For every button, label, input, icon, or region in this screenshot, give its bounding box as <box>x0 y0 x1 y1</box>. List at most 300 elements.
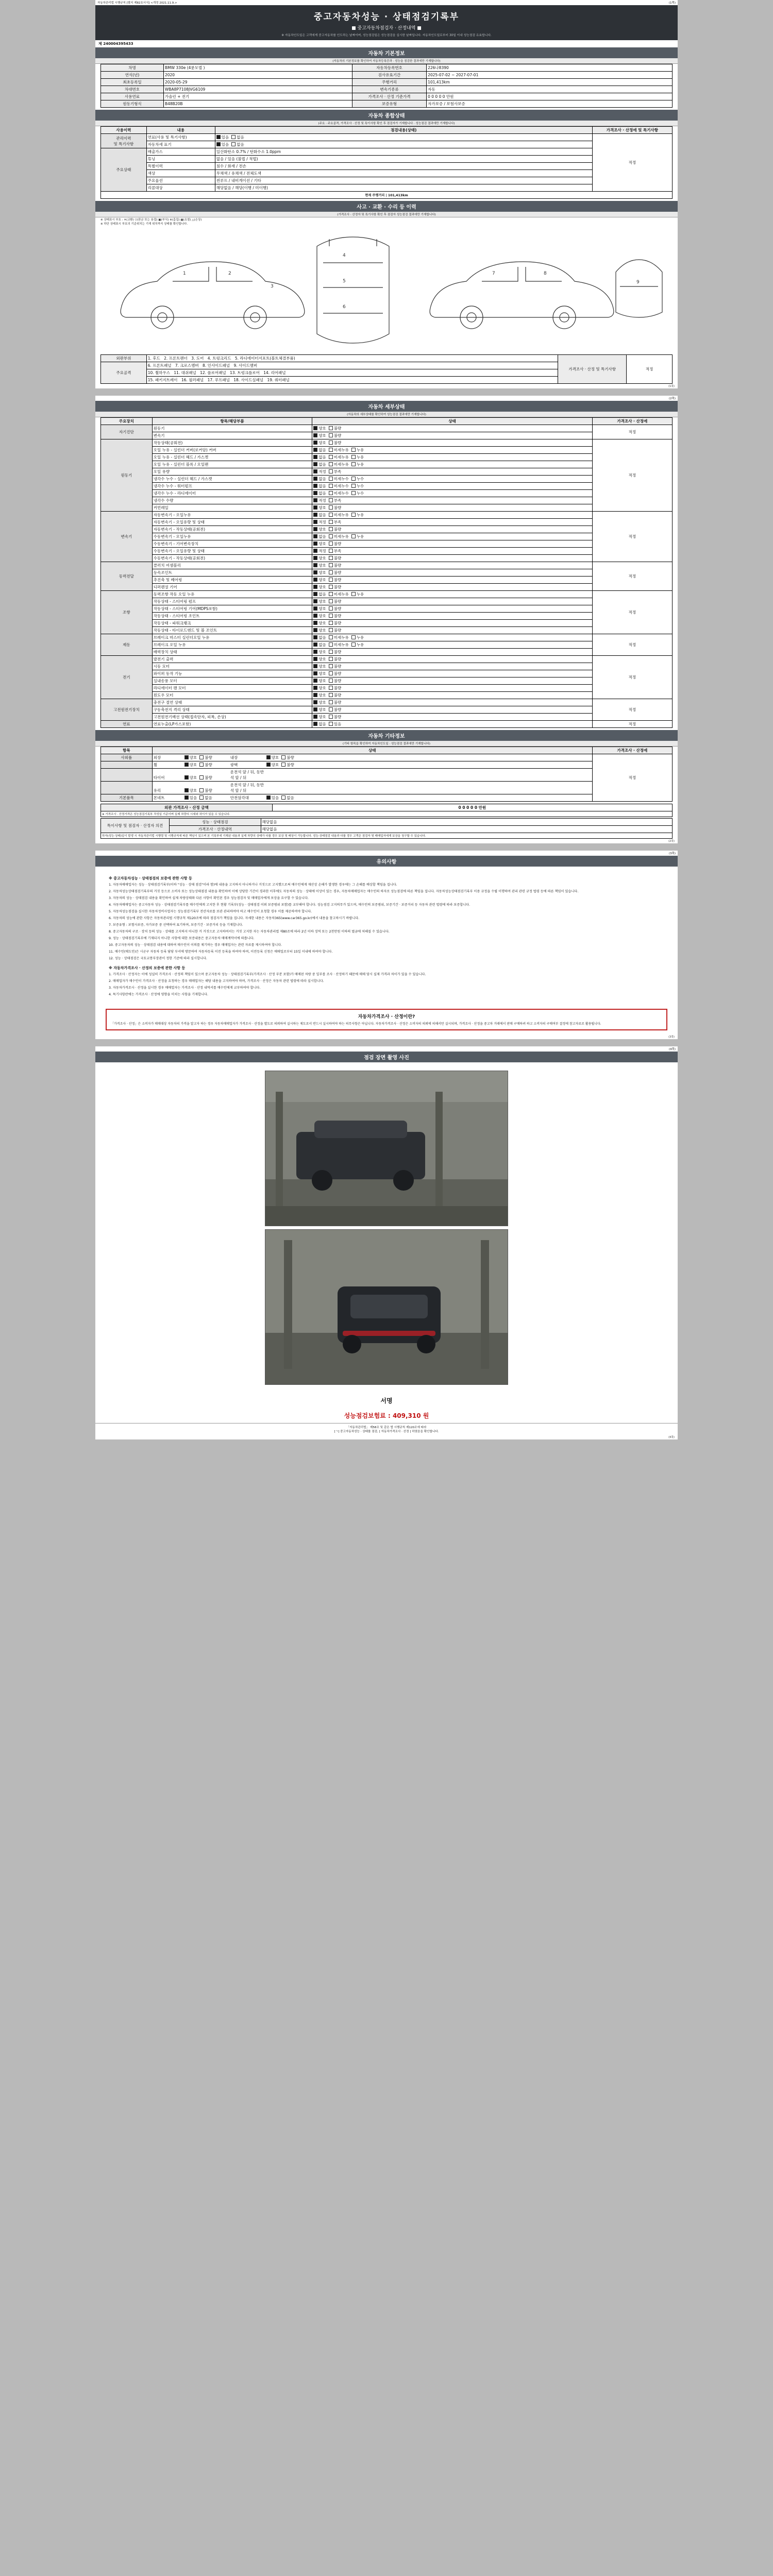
basic-info-table <box>100 64 673 108</box>
part-item: 5. 라디에이터서포트(볼트체결부품) <box>234 356 295 361</box>
basic-value: 가솔린 + 전기 <box>163 93 352 100</box>
detail-item-label: 원동기 <box>152 425 312 432</box>
status-checkbox[interactable]: 양호 <box>313 584 326 590</box>
status-checkbox[interactable]: 양호 <box>313 628 326 633</box>
status-checkbox[interactable]: 미세누유 <box>329 642 349 648</box>
notice-item: 4. 자동차매매업자는 중고자동차 성능 · 상태점검기록부를 매수인에게 고지한 후 현황 기록부(성능 · 상태점검 이외 보증범위 포함)를 교부해야 합니다. 성능점검 고지의무가 있으며, 매수인의 보증범위, 보증기간 · 보증거리 등 자동차 관련 법령에 따라 보증합니다. <box>109 903 470 907</box>
detail-item-status <box>312 526 592 533</box>
table-row <box>101 425 673 432</box>
status-checkbox[interactable]: 양호 <box>313 700 326 705</box>
status-checkbox[interactable]: 미세누수 <box>329 483 349 489</box>
detail-item-status <box>312 425 592 432</box>
detail-item-status <box>312 613 592 620</box>
status-checkbox[interactable]: 불량 <box>329 671 342 676</box>
status-checkbox[interactable]: 누유 <box>351 454 364 460</box>
detail-item-status <box>312 540 592 548</box>
status-checkbox[interactable]: 없음 <box>313 462 326 467</box>
price-amount: 0 0 0 0 0 만원 <box>272 804 672 811</box>
status-checkbox[interactable]: 누유 <box>351 642 364 648</box>
status-checkbox[interactable]: 없음 <box>313 642 326 648</box>
notice-item: 9. 성능 · 상태점검기록부에 기재되지 아니한 사항에 대한 보증내용은 중고자동차 매매계약서에 따릅니다. <box>109 936 255 940</box>
basic-value: 101,413km <box>427 79 673 86</box>
detail-item-label: 자동변속기 - 오일누유 <box>152 512 312 519</box>
detail-group-note: 적정 <box>592 721 672 728</box>
status-checkbox[interactable]: 부족 <box>329 469 342 474</box>
table-row <box>101 72 673 79</box>
inspection-fee-value: 409,310 원 <box>392 1412 429 1419</box>
basic-value: 2020 <box>163 72 352 79</box>
detail-item-label: 냉각수 수량 <box>152 497 312 504</box>
status-checkbox[interactable]: 불량 <box>329 692 342 698</box>
status-checkbox[interactable]: 양호 <box>313 426 326 431</box>
detail-item-status <box>312 620 592 627</box>
status-checkbox[interactable]: 없음 <box>313 490 326 496</box>
part-item: 4. 트렁크리드 <box>207 356 231 361</box>
parts-col-frame: 주요골격 <box>101 362 147 384</box>
section-basic-note: (자동차의 기본정보를 확인하여 자동차등록증과 · 성능을 점검한 결과에만 기재합니다) <box>95 58 678 64</box>
overall-item: 특별이력 <box>146 163 215 170</box>
table-row <box>101 794 673 802</box>
detail-item-status <box>312 656 592 663</box>
parts-outer-list <box>146 355 558 362</box>
status-checkbox[interactable]: 불량 <box>329 555 342 561</box>
accident-parts-table <box>100 354 673 384</box>
status-checkbox[interactable]: 불량 <box>329 649 342 655</box>
status-checkbox[interactable]: 있음 <box>266 795 279 801</box>
status-checkbox[interactable]: 미세누유 <box>329 454 349 460</box>
etc-status-cell: 본네트 있음 없음 안전삼각대 있음 없음 <box>152 794 592 802</box>
status-checkbox[interactable]: 양호 <box>266 762 279 768</box>
overall-detail: 침수 / 화재 / 전손 <box>215 163 592 170</box>
opinion-value-2: 해당없음 <box>261 826 672 833</box>
part-item: 18. 사이드실패널 <box>233 378 264 382</box>
basic-value: 2025-07-02 ~ 2027-07-01 <box>427 72 673 79</box>
status-checkbox[interactable]: 양호 <box>313 678 326 684</box>
table-row <box>101 504 673 512</box>
notice-item: 1. 자동차매매업자는 성능 · 상태점검기록부(이하 "성능 · 상태 점검"이라 함)에 내용을 고지하지 아니하거나 거짓으로 고지했으로써 매수인에게 재산상 손해가 발생한 경우에는 그 손해를 배상할 책임을 집니다. <box>109 883 397 887</box>
svg-text:2: 2 <box>228 271 231 276</box>
detail-item-label: 추진축 및 베어링 <box>152 577 312 584</box>
table-row <box>101 548 673 555</box>
legal-footnote-line1: 「자동차관리법」 제58조 및 같은 법 시행규칙 제120조에 따라 <box>346 1426 427 1429</box>
overall-item: 튜닝 <box>146 156 215 163</box>
detail-item-status <box>312 569 592 577</box>
detail-item-label: 충전구 절연 상태 <box>152 699 312 706</box>
price-left-note: ※ 가격조사 · 산정가격은 성능점검기록부 작성일 기준이며 실제 차량의 시세와 차이가 있을 수 있습니다. <box>101 811 673 817</box>
legal-footnote <box>95 1423 678 1435</box>
table-row <box>101 721 673 728</box>
table-row <box>101 93 673 100</box>
status-checkbox[interactable]: 불량 <box>199 775 212 781</box>
detail-item-label: 작동상태 - 스티어링 기어(MDPS포함) <box>152 605 312 613</box>
svg-text:7: 7 <box>492 271 495 276</box>
status-checkbox[interactable]: 양호 <box>184 762 197 768</box>
status-checkbox[interactable]: 누유 <box>351 534 364 539</box>
table-row <box>101 461 673 468</box>
status-checkbox[interactable]: 불량 <box>329 685 342 691</box>
status-checkbox[interactable]: 양호 <box>313 685 326 691</box>
detail-group-label: 동력전달 <box>101 562 153 591</box>
status-checkbox[interactable]: 누수 <box>351 483 364 489</box>
detail-item-status <box>312 447 592 454</box>
detail-item-label: 작동상태 - 스티어링 펌프 <box>152 598 312 605</box>
table-row <box>101 692 673 699</box>
page-number-1: (1쪽) <box>668 2 676 5</box>
status-checkbox[interactable]: 양호 <box>313 620 326 626</box>
form-legal-note: 자동차관리법 시행규칙 [별지 제82호서식] <개정 2021.11.9.> <box>97 2 177 5</box>
notice-body <box>95 867 678 1005</box>
status-checkbox[interactable]: 불량 <box>329 527 342 532</box>
table-row <box>101 613 673 620</box>
detail-item-status <box>312 562 592 569</box>
basic-value: 0 0 0 0 0 만원 <box>427 93 673 100</box>
status-checkbox[interactable]: 양호 <box>313 707 326 713</box>
notice-item: 2. 매매업자가 매수인이 가격조사 · 산정을 요청하는 경우 매매업자는 해당 내용을 고지하여야 하며, 가격조사 · 산정은 자동차 관련 법령에 따라 실시합니다. <box>109 979 324 983</box>
status-checkbox[interactable]: 양호 <box>184 775 197 781</box>
status-checkbox[interactable]: 누유 <box>351 462 364 467</box>
detail-item-status <box>312 605 592 613</box>
status-checkbox[interactable]: 없음 <box>313 483 326 489</box>
detail-group-label: 제동 <box>101 634 153 656</box>
basic-label: 주행거리 <box>352 79 426 86</box>
table-row <box>101 706 673 714</box>
table-row <box>101 627 673 634</box>
detail-item-status <box>312 670 592 677</box>
table-row <box>101 591 673 598</box>
status-checkbox[interactable]: 불량 <box>199 762 212 768</box>
table-row <box>101 432 673 439</box>
table-row <box>101 819 673 826</box>
status-checkbox[interactable]: 양호 <box>313 649 326 655</box>
etc-group-label <box>101 782 153 794</box>
overall-group-label: 주요상태 <box>101 148 147 192</box>
status-checkbox[interactable]: 누유 <box>351 512 364 518</box>
status-checkbox[interactable]: 불량 <box>329 433 342 438</box>
detail-item-label: 클러치 어셈블리 <box>152 562 312 569</box>
parts-frame-b <box>146 369 558 377</box>
table-row <box>101 663 673 670</box>
etc-status-cell: 외장 양호 불량 내장 양호 불량 <box>152 754 592 761</box>
detail-group-note: 적정 <box>592 634 672 656</box>
table-row <box>101 540 673 548</box>
status-checkbox[interactable]: 부족 <box>329 498 342 503</box>
part-item: 3. 도어 <box>191 356 204 361</box>
detail-group-label: 자기진단 <box>101 425 153 439</box>
table-row <box>101 468 673 476</box>
table-row <box>101 439 673 447</box>
opinion-memo: 하자(성능·상태)일이 발생 시 자동차관리법 시행령 및 시행규칙에 따른 책임이 있으며 본 기록부에 기재된 내용과 실제 차량의 상태가 다를 경우 보상 및 배상이 가능합니다. 성능·상태점검 내용과 다를 경우 고객은 점검자 및 매매업자에게 보상을 청구할 수 있습니다. <box>101 833 673 839</box>
photo-list <box>95 1062 678 1393</box>
status-checkbox[interactable]: 불량 <box>329 440 342 446</box>
table-row <box>101 685 673 692</box>
legal-footnote-line2: [ㄱ] 중고자동차성능 · 상태를 점검, [ 자동차가격조사 · 산정 ] 하였음을 확인합니다. <box>334 1430 439 1433</box>
status-checkbox[interactable]: 불량 <box>281 755 294 760</box>
sheet4-footer: (4쪽) <box>668 1435 675 1439</box>
status-checkbox[interactable]: 양호 <box>313 714 326 720</box>
basic-label: 최초등록일 <box>101 79 164 86</box>
col-part: 항목/해당부품 <box>152 418 312 425</box>
detail-item-status <box>312 548 592 555</box>
detail-item-label: 오일 누유 - 실린더 블록 / 오일팬 <box>152 461 312 468</box>
status-checkbox[interactable]: 불량 <box>329 678 342 684</box>
parts-frame-c <box>146 377 558 384</box>
overall-item: 색상 <box>146 170 215 177</box>
status-checkbox[interactable]: 불량 <box>329 570 342 575</box>
notice-item: 10. 중고자동차의 성능 · 상태점검 내용에 대하여 매수인이 이의를 제기하는 경우 매매업자는 관련 자료를 제시하여야 합니다. <box>109 943 282 947</box>
status-checkbox[interactable]: 불량 <box>329 707 342 713</box>
detail-item-label: 변속기 <box>152 432 312 439</box>
status-checkbox[interactable]: 누유 <box>351 447 364 453</box>
detail-group-note: 적정 <box>592 512 672 562</box>
section-overall-note: (주요 · 주요골격, 가격조사 · 산정 및 특이사항 확인 후 점검자가 기재합니다 · 성능점검 결과에만 기재합니다) <box>95 121 678 126</box>
status-checkbox[interactable]: 부족 <box>329 519 342 525</box>
overall-group-label: 관리이력 및 특기사항 <box>101 134 147 148</box>
basic-label: 사용연료 <box>101 93 164 100</box>
basic-label: 연식(년) <box>101 72 164 79</box>
status-checkbox[interactable]: 미세누유 <box>329 512 349 518</box>
status-checkbox[interactable]: 양호 <box>313 440 326 446</box>
status-checkbox[interactable]: 불량 <box>329 613 342 619</box>
status-checkbox[interactable]: 적정 <box>313 469 326 474</box>
etc-status-cell: 휠 양호 불량 광택 양호 불량 <box>152 761 592 769</box>
section-detail-note: (자동차의 세부상태를 확인하여 성능점검 결과에만 기재합니다) <box>95 412 678 417</box>
opinion-title-1: 성능 · 상태점검 <box>170 819 261 826</box>
detail-item-status <box>312 476 592 483</box>
table-row <box>101 490 673 497</box>
col-etc-item: 항목 <box>101 747 153 754</box>
status-checkbox[interactable]: 없음 <box>313 591 326 597</box>
status-checkbox[interactable]: 없음 <box>313 534 326 539</box>
col-price-note: 가격조사 · 산정에 및 특기사항 <box>592 127 672 134</box>
detail-item-status <box>312 685 592 692</box>
detail-item-status <box>312 533 592 540</box>
part-item: 15. 패키지트레이 <box>147 378 178 382</box>
notice-section-2-title: ※ 자동차가격조사 · 산정의 보증에 관한 사항 등 <box>109 965 186 970</box>
status-checkbox[interactable]: 양호 <box>313 613 326 619</box>
detail-item-label: 냉각수 누수 - 라디에이터 <box>152 490 312 497</box>
car-diagram-svg <box>100 226 667 354</box>
detail-item-status <box>312 519 592 526</box>
status-checkbox[interactable]: 양호 <box>313 433 326 438</box>
svg-text:9: 9 <box>636 280 640 285</box>
table-row <box>101 769 673 782</box>
table-row <box>101 649 673 656</box>
overall-note: 적정 <box>592 134 672 192</box>
detail-group-label: 원동기 <box>101 439 153 512</box>
detail-item-status <box>312 497 592 504</box>
svg-text:4: 4 <box>343 253 346 258</box>
status-checkbox[interactable]: 미세누유 <box>329 591 349 597</box>
status-checkbox[interactable]: 양호 <box>266 755 279 760</box>
part-item: 10. 휠하우스 <box>147 370 171 375</box>
car-diagram <box>100 226 673 354</box>
status-checkbox[interactable]: 불량 <box>329 577 342 583</box>
status-checkbox[interactable]: 불량 <box>329 656 342 662</box>
status-checkbox[interactable]: 미세누유 <box>329 462 349 467</box>
detail-item-label: 수동변속기 - 기어변속장치 <box>152 540 312 548</box>
detail-item-label: 수동변속기 - 작동상태(공회전) <box>152 555 312 562</box>
table-row <box>101 569 673 577</box>
col-etc-status: 상태 <box>152 747 592 754</box>
opinion-value-1: 해당없음 <box>261 819 672 826</box>
detail-item-label: 냉각수 누수 - 실린더 헤드 / 가스켓 <box>152 476 312 483</box>
status-checkbox[interactable]: 양호 <box>313 563 326 568</box>
table-row <box>101 134 673 141</box>
detail-item-label: 자동변속기 - 작동상태(공회전) <box>152 526 312 533</box>
status-checkbox[interactable]: 미세누수 <box>329 490 349 496</box>
status-checkbox[interactable]: 없음 <box>199 795 212 801</box>
table-row <box>101 782 673 794</box>
status-checkbox[interactable]: 양호 <box>313 527 326 532</box>
status-checkbox[interactable]: 없음 <box>313 635 326 640</box>
table-header-row <box>101 747 673 754</box>
status-checkbox[interactable]: 양호 <box>313 570 326 575</box>
status-checkbox[interactable]: 불량 <box>329 664 342 669</box>
status-checkbox[interactable]: 누수 <box>351 490 364 496</box>
sheet2-footer: (2쪽) <box>668 840 675 843</box>
detail-group-label: 고전원전기장치 <box>101 699 153 721</box>
status-checkbox[interactable]: 없음 <box>281 795 294 801</box>
status-checkbox[interactable]: 양호 <box>313 692 326 698</box>
detail-table-body <box>101 425 673 728</box>
part-item: 1. 후드 <box>147 356 160 361</box>
status-checkbox[interactable]: 미세누수 <box>329 476 349 482</box>
table-row <box>101 100 673 108</box>
table-row <box>101 156 673 163</box>
inspection-photo-1 <box>265 1071 508 1226</box>
basic-value: 자가보증 / 보험사보증 <box>427 100 673 108</box>
table-row <box>101 512 673 519</box>
detail-item-status <box>312 555 592 562</box>
overall-item: 배출가스 <box>146 148 215 156</box>
overall-detail: 해당없음 / 해당(이행 / 미이행) <box>215 184 592 192</box>
detail-item-label: 오일 누유 - 실린더 헤드 / 가스켓 <box>152 454 312 461</box>
detail-item-status <box>312 641 592 649</box>
status-checkbox[interactable]: 부족 <box>329 548 342 554</box>
status-checkbox[interactable]: 미세누유 <box>329 534 349 539</box>
table-row <box>101 533 673 540</box>
status-checkbox[interactable]: 양호 <box>313 599 326 604</box>
status-checkbox[interactable]: 있음 <box>329 721 342 727</box>
detail-item-label: 시동 모터 <box>152 663 312 670</box>
part-item: 14. 리어패널 <box>263 370 286 375</box>
status-checkbox[interactable]: 불량 <box>329 563 342 568</box>
etc-status-cell: 타이어 양호 불량운전석 앞 / 뒤, 동반석 앞 / 뒤 <box>152 769 592 782</box>
status-checkbox[interactable]: 불량 <box>199 788 212 793</box>
overall-item: 자동차세 표기 <box>146 141 215 148</box>
status-checkbox[interactable]: 미세누유 <box>329 635 349 640</box>
status-checkbox[interactable]: 불량 <box>329 606 342 612</box>
detail-item-label: 구동축전지 격리 상태 <box>152 706 312 714</box>
status-checkbox[interactable]: 없음 <box>313 454 326 460</box>
status-checkbox[interactable]: 양호 <box>313 541 326 547</box>
table-row <box>101 163 673 170</box>
basic-label: 검사유효기간 <box>352 72 426 79</box>
status-checkbox[interactable]: 누유 <box>351 591 364 597</box>
status-checkbox[interactable]: 불량 <box>329 584 342 590</box>
etc-group-label <box>101 761 153 769</box>
table-header-row <box>101 418 673 425</box>
notice-list-1 <box>109 883 664 961</box>
table-row <box>101 670 673 677</box>
table-row <box>101 699 673 706</box>
status-checkbox[interactable]: 불량 <box>329 505 342 511</box>
status-checkbox[interactable]: 양호 <box>313 606 326 612</box>
status-checkbox[interactable]: 불량 <box>329 599 342 604</box>
status-checkbox[interactable]: 불량 <box>281 762 294 768</box>
etc-group-label: 사외품 <box>101 754 153 761</box>
page-number-4: (4쪽) <box>668 1047 676 1051</box>
status-checkbox[interactable]: 불량 <box>329 541 342 547</box>
status-checkbox[interactable]: 불량 <box>329 714 342 720</box>
detail-item-label: 디퍼렌셜 기어 <box>152 584 312 591</box>
svg-text:1: 1 <box>183 271 186 276</box>
status-checkbox[interactable]: 불량 <box>329 700 342 705</box>
status-checkbox[interactable]: 불량 <box>329 620 342 626</box>
sheet1-topbar <box>95 0 678 5</box>
status-checkbox[interactable]: 불량 <box>199 755 212 760</box>
status-checkbox[interactable]: 없음 <box>313 476 326 482</box>
status-checkbox[interactable]: 양호 <box>184 755 197 760</box>
table-row <box>101 826 673 833</box>
detail-item-status <box>312 490 592 497</box>
status-checkbox[interactable]: 양호 <box>313 505 326 511</box>
status-checkbox[interactable]: 누수 <box>351 476 364 482</box>
sheet-2 <box>95 396 678 843</box>
svg-text:5: 5 <box>343 279 346 284</box>
detail-item-status <box>312 504 592 512</box>
detail-group-label: 연료 <box>101 721 153 728</box>
detail-item-status <box>312 663 592 670</box>
status-checkbox[interactable]: 양호 <box>184 788 197 793</box>
sheet3-topbar <box>95 851 678 856</box>
table-row <box>101 141 673 148</box>
status-checkbox[interactable]: 양호 <box>313 664 326 669</box>
status-checkbox[interactable]: 없음 <box>313 721 326 727</box>
detail-item-status <box>312 439 592 447</box>
status-checkbox[interactable]: 미세누유 <box>329 447 349 453</box>
notice-item: 11. 매수인(매도인)은 시군구 자동차 등록 담당 부서에 방문하여 자동차등록 이전 등록을 하여야 하며, 이전등록 신청은 매매일로부터 15일 이내에 하여야 합니다. <box>109 950 333 954</box>
accident-legend-sub: ※ 하단 상태표시 부호의 기준위치는 기재 위치까지 상태를 확인합니다. <box>100 223 188 226</box>
table-row <box>101 620 673 627</box>
detail-item-label: 작동상태 - 타이로드엔드 및 볼 조인트 <box>152 627 312 634</box>
page-subtitle: ■ 중고자동차점검자 · 산정내역 ■ <box>351 26 422 31</box>
status-checkbox[interactable]: 불량 <box>329 426 342 431</box>
overall-item: 리콜대상 <box>146 184 215 192</box>
status-checkbox[interactable]: 적정 <box>313 548 326 554</box>
overall-detail: 없음 / 있음 (불법 / 적법) <box>215 156 592 163</box>
status-checkbox[interactable]: 적정 <box>313 519 326 525</box>
table-row <box>101 184 673 192</box>
inspection-fee-label: 성능점검보험료 : <box>344 1412 391 1419</box>
basic-value: BMW 330e (4륜모델 ) <box>163 64 352 72</box>
status-checkbox[interactable]: 불량 <box>329 628 342 633</box>
part-item: 2. 프론트펜더 <box>164 356 188 361</box>
notice-item: 3. 자동차가격조사 · 산정을 실시한 경우 매매업자는 가격조사 · 산정 내역서를 매수인에게 교부하여야 합니다. <box>109 986 261 990</box>
detail-item-status <box>312 461 592 468</box>
status-checkbox[interactable]: 누유 <box>351 635 364 640</box>
notice-item: 5. 자동차성능점검을 실시한 자동차정비사업자는 성능점검기록부 전산자료를 보관 관리하여야 하고 매수인이 요청할 경우 이를 제공하여야 합니다. <box>109 909 312 913</box>
status-checkbox[interactable]: 적정 <box>313 498 326 503</box>
status-checkbox[interactable]: 없음 <box>313 447 326 453</box>
status-checkbox[interactable]: 양호 <box>313 555 326 561</box>
status-checkbox[interactable]: 양호 <box>313 577 326 583</box>
status-checkbox[interactable]: 양호 <box>313 671 326 676</box>
detail-item-status <box>312 699 592 706</box>
status-checkbox[interactable]: 없음 <box>313 512 326 518</box>
status-checkbox[interactable]: 양호 <box>313 656 326 662</box>
status-checkbox[interactable]: 있음 <box>184 795 197 801</box>
